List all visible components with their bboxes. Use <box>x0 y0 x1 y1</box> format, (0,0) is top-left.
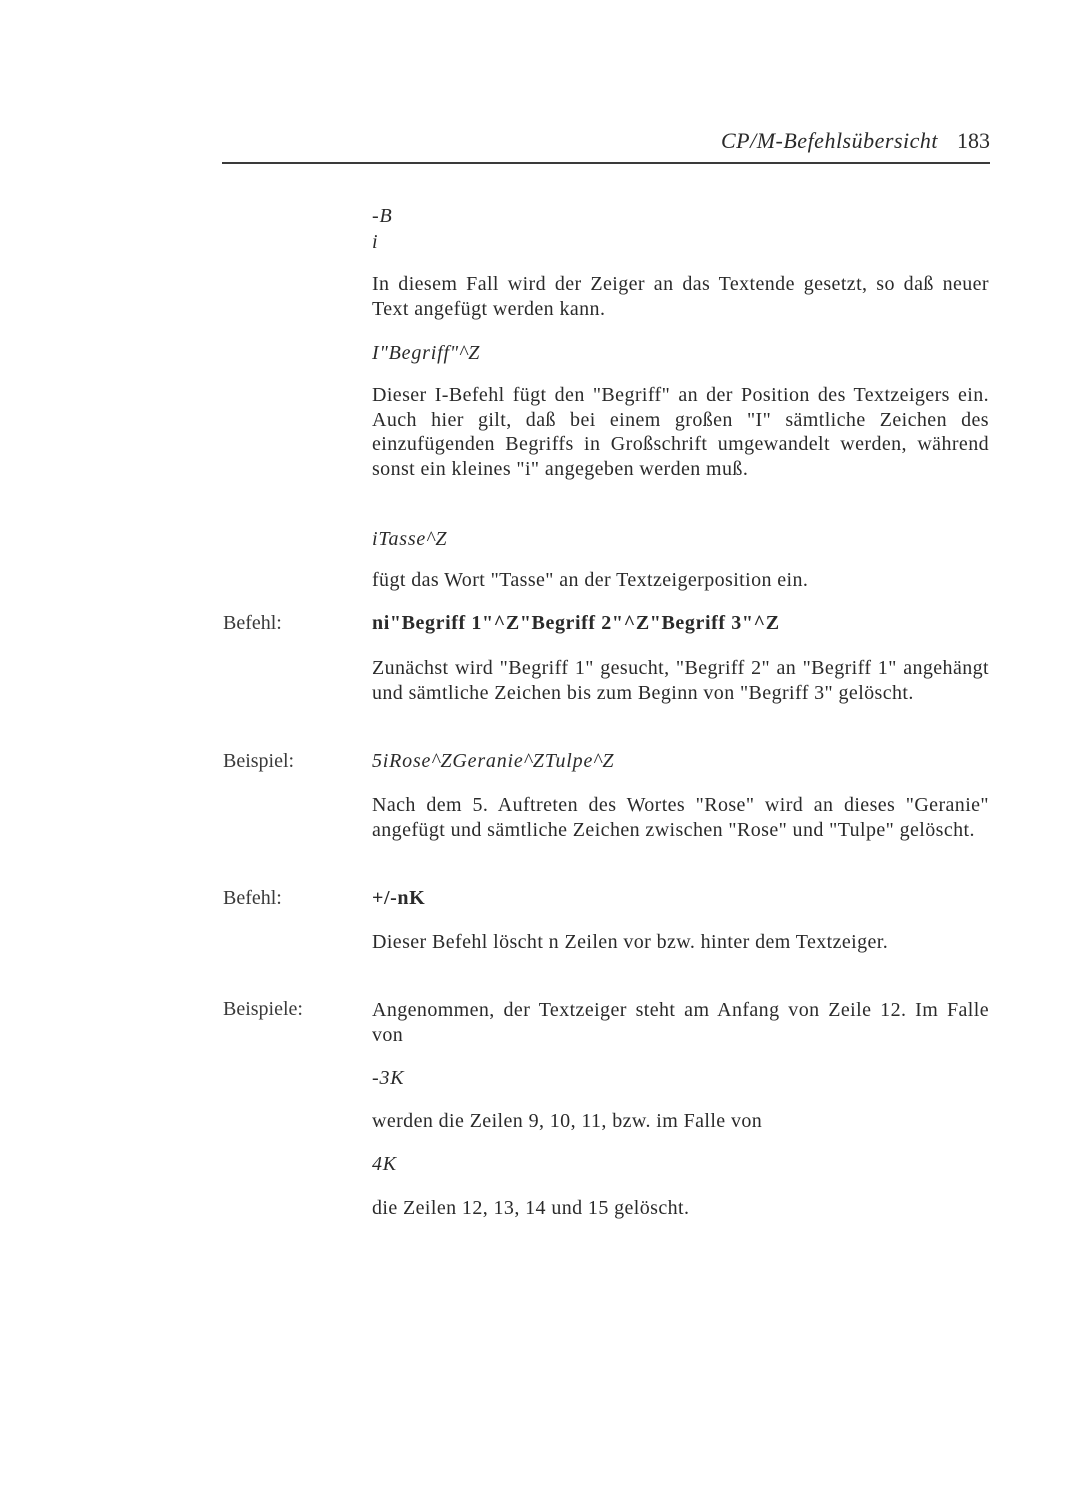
command-ni-begriff: ni"Begriff 1"^Z"Begriff 2"^Z"Begriff 3"^Z <box>372 612 780 634</box>
paragraph-zunaechst: Zunächst wird "Begriff 1" gesucht, "Begriff 2" an "Begriff 1" angehängt und sämtliche Zeichen bis zum Beginn von "Begriff 3" gelöscht. <box>372 657 989 704</box>
page-header <box>222 128 990 164</box>
code-itasse: iTasse^Z <box>372 528 448 550</box>
code-rose-geranie: 5iRose^ZGeranie^ZTulpe^Z <box>372 750 615 772</box>
label-beispiel: Beispiel: <box>223 750 295 772</box>
page-number: 183 <box>957 128 990 153</box>
code-4k: 4K <box>372 1153 397 1175</box>
running-title: CP/M-Befehlsübersicht <box>720 128 938 153</box>
label-befehl: Befehl: <box>223 612 282 634</box>
command-nk: +/-nK <box>372 887 426 909</box>
label-beispiele: Beispiele: <box>223 998 303 1020</box>
paragraph-rose: Nach dem 5. Auftreten des Wortes "Rose" wird an dieses "Geranie" angefügt und sämtliche Zeichen zwischen "Rose" und "Tulpe" gelöscht. <box>372 794 989 841</box>
paragraph-angenommen: Angenommen, der Textzeiger steht am Anfang von Zeile 12. Im Falle von <box>372 999 989 1046</box>
label-befehl-2: Befehl: <box>223 887 282 909</box>
code-i: i <box>372 231 379 253</box>
code-minus-3k: -3K <box>372 1067 405 1089</box>
header-rule <box>222 162 990 164</box>
paragraph-zeilen-9: werden die Zeilen 9, 10, 11, bzw. im Falle von <box>372 1110 763 1132</box>
code-minus-b: -B <box>372 205 393 227</box>
code-i-begriff: I"Begriff"^Z <box>372 342 481 364</box>
paragraph-zeilen-12: die Zeilen 12, 13, 14 und 15 gelöscht. <box>372 1197 690 1219</box>
paragraph-textende: In diesem Fall wird der Zeiger an das Textende gesetzt, so daß neuer Text angefügt werden kann. <box>372 273 989 320</box>
paragraph-tasse: fügt das Wort "Tasse" an der Textzeigerposition ein. <box>372 569 809 591</box>
paragraph-i-befehl: Dieser I-Befehl fügt den "Begriff" an der Position des Textzeigers ein. Auch hier gilt, daß bei einem großen "I" sämtliche Zeichen des einzufügenden Begriffs in Großschrift umgewandelt werden, während sonst ein kleines "i" angegeben werden muß. <box>372 384 989 480</box>
paragraph-loescht: Dieser Befehl löscht n Zeilen vor bzw. hinter dem Textzeiger. <box>372 931 889 953</box>
